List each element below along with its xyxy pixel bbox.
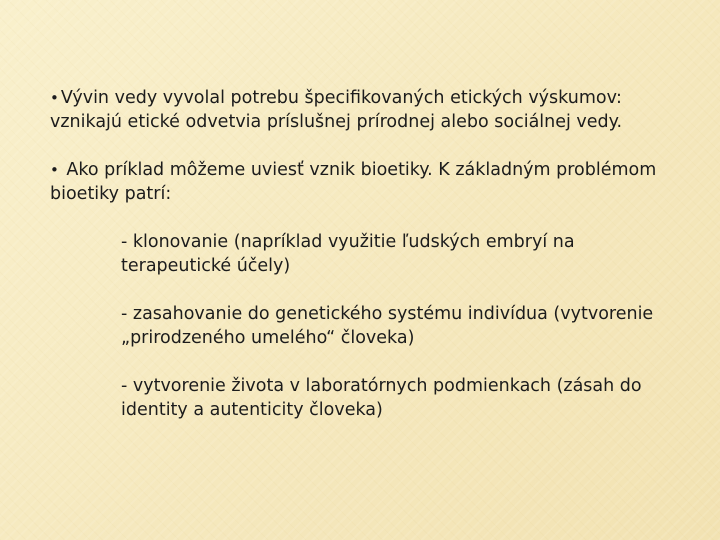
paragraph-line: Vývin vedy vyvolal potrebu špecifikovaných etických výskumov: bbox=[60, 88, 622, 108]
subitem-genetic-intervention bbox=[121, 302, 681, 350]
subitem-line: identity a autenticity človeka) bbox=[121, 400, 383, 420]
bullet-paragraph-bioethics bbox=[50, 158, 690, 206]
bullet-icon: • bbox=[50, 161, 59, 179]
subitem-line: - zasahovanie do genetického systému indivídua (vytvorenie bbox=[121, 304, 654, 324]
paragraph-line: Ako príklad môžeme uviesť vznik bioetiky. K základným problémom bbox=[60, 160, 657, 180]
subitem-cloning bbox=[121, 230, 681, 278]
paragraph-line: vznikajú etické odvetvia príslušnej prírodnej alebo sociálnej vedy. bbox=[50, 112, 623, 132]
subitem-line: - klonovanie (napríklad využitie ľudských embryí na bbox=[121, 232, 575, 252]
bullet-paragraph-science-ethics bbox=[50, 86, 690, 134]
subitem-creating-life bbox=[121, 374, 681, 422]
bullet-icon: • bbox=[50, 89, 59, 107]
subitem-line: terapeutické účely) bbox=[121, 256, 291, 276]
subitem-line: „prirodzeného umelého“ človeka) bbox=[121, 328, 415, 348]
subitem-line: - vytvorenie života v laboratórnych podmienkach (zásah do bbox=[121, 376, 642, 396]
paragraph-line: bioetiky patrí: bbox=[50, 184, 172, 204]
